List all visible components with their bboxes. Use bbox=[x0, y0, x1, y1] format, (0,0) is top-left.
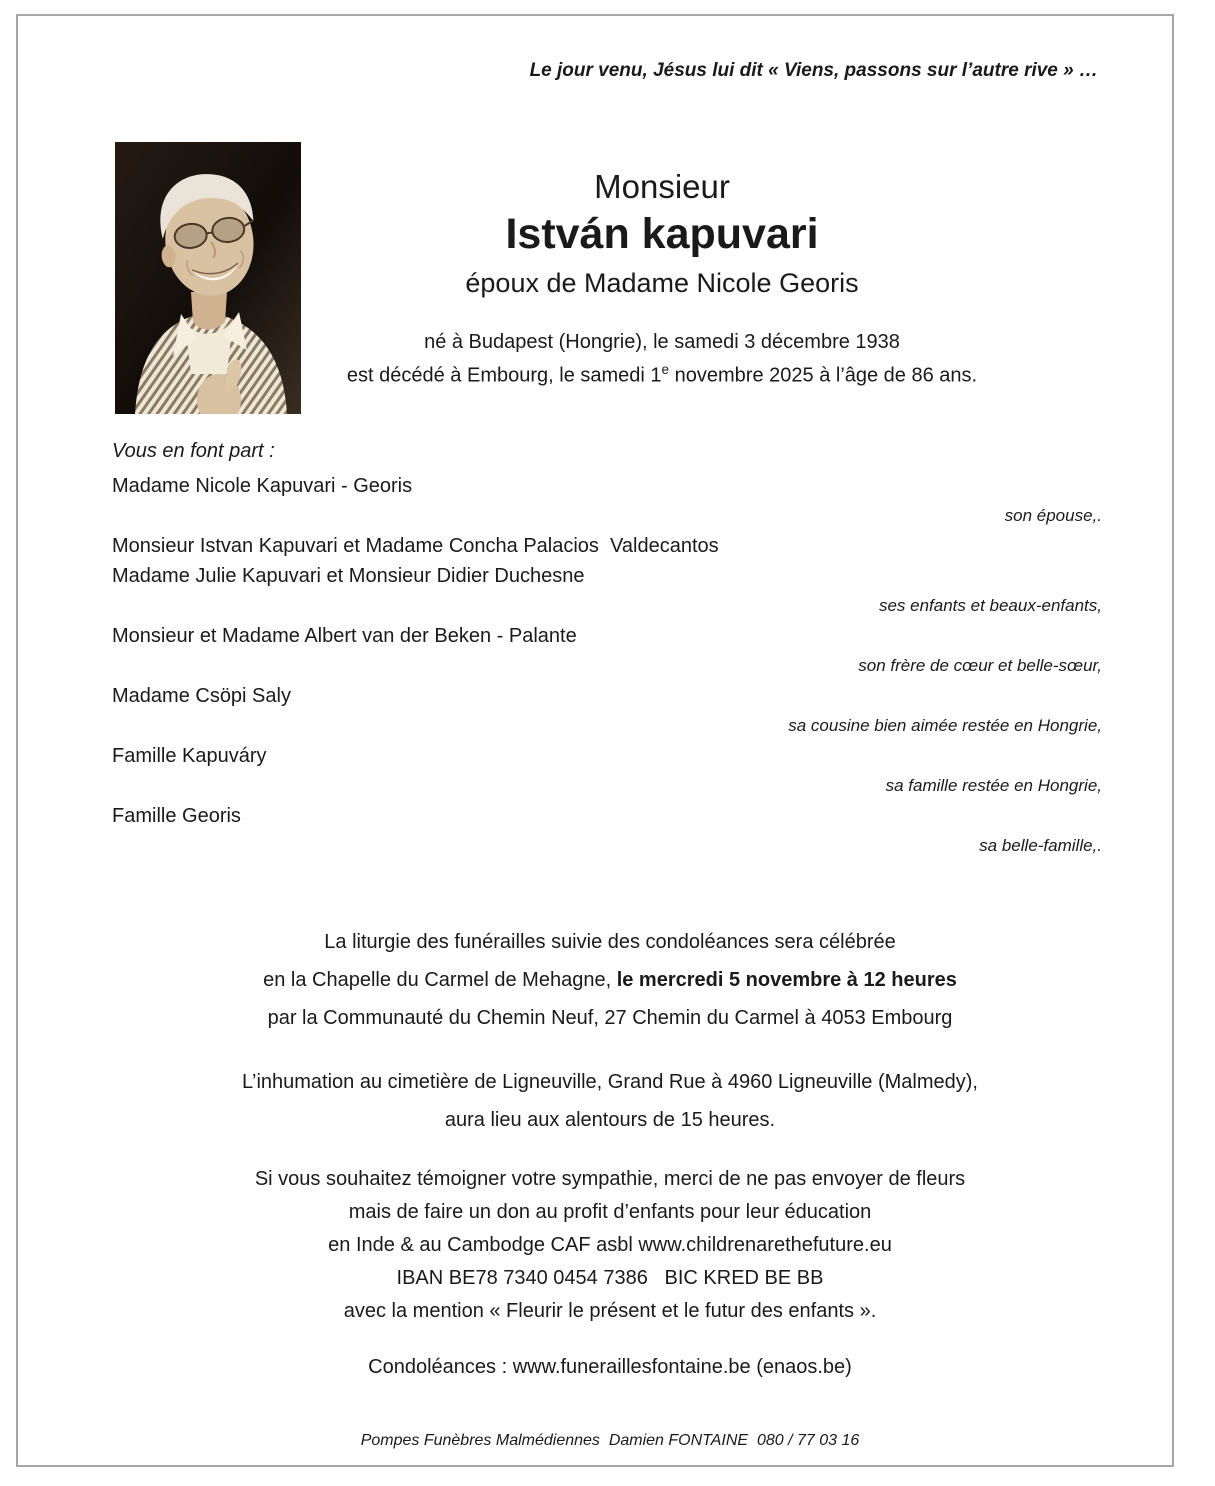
burial-line-2: aura lieu aux alentours de 15 heures. bbox=[444, 1109, 776, 1131]
burial-section bbox=[18, 1063, 1172, 1139]
donation-line-3: en Inde & au Cambodge CAF asbl www.childrenarethefuture.eu bbox=[328, 1234, 892, 1256]
death-line-post: novembre 2025 à l’âge de 86 ans. bbox=[669, 364, 978, 387]
family-name-line: Famille Kapuváry bbox=[112, 745, 267, 767]
ceremony-line-2 bbox=[48, 961, 1172, 999]
family-entries bbox=[18, 471, 1172, 861]
relation-line: son frère de cœur et belle-sœur, bbox=[858, 656, 1102, 675]
birth-line: né à Budapest (Hongrie), le samedi 3 décembre 1938 bbox=[424, 330, 900, 353]
family-name-line: Madame Csöpi Saly bbox=[112, 685, 291, 707]
donation-line-2: mais de faire un don au profit d’enfants pour leur éducation bbox=[348, 1201, 872, 1223]
condolences-line: Condoléances : www.funeraillesfontaine.be (enaos.be) bbox=[368, 1356, 852, 1378]
deceased-title: Monsieur bbox=[594, 168, 730, 205]
deceased-name: István kapuvari bbox=[505, 209, 819, 258]
header-section bbox=[18, 142, 1172, 414]
ceremony-date-time: le mercredi 5 novembre à 12 heures bbox=[616, 969, 957, 991]
donation-iban-line: IBAN BE78 7340 0454 7386 BIC KRED BE BB bbox=[396, 1267, 824, 1289]
spouse-line: époux de Madame Nicole Georis bbox=[465, 268, 859, 299]
death-line-pre: est décédé à Embourg, le samedi 1 bbox=[346, 364, 662, 387]
page-border-frame bbox=[16, 14, 1174, 1467]
portrait-photo bbox=[115, 142, 301, 414]
relation-line: sa belle-famille,. bbox=[979, 836, 1102, 855]
family-name-line: Famille Georis bbox=[112, 805, 241, 827]
funeral-home-footer: Pompes Funèbres Malmédiennes Damien FONTAINE 080 / 77 03 16 bbox=[360, 1432, 860, 1449]
death-line-ordinal: e bbox=[661, 361, 670, 377]
relation-line: ses enfants et beaux-enfants, bbox=[878, 596, 1102, 615]
donation-section bbox=[18, 1163, 1172, 1328]
burial-line-1: L’inhumation au cimetière de Ligneuville, Grand Rue à 4960 Ligneuville (Malmedy), bbox=[242, 1071, 978, 1093]
relation-line: son épouse,. bbox=[1004, 506, 1102, 525]
deceased-identity-block bbox=[337, 142, 987, 387]
donation-mention-line: avec la mention « Fleurir le présent et le futur des enfants ». bbox=[343, 1300, 877, 1322]
family-name-line: Monsieur Istvan Kapuvari et Madame Concha Palacios Valdecantos bbox=[112, 535, 719, 557]
family-name-line: Madame Julie Kapuvari et Monsieur Didier Duchesne bbox=[112, 565, 585, 587]
announcement-intro: Vous en font part : bbox=[112, 440, 275, 462]
relation-line: sa famille restée en Hongrie, bbox=[885, 776, 1102, 795]
death-line bbox=[337, 362, 987, 388]
scripture-quote: Le jour venu, Jésus lui dit « Viens, passons sur l’autre rive » … bbox=[529, 60, 1098, 81]
ceremony-line-2-normal: en la Chapelle du Carmel de Mehagne, bbox=[263, 969, 617, 991]
portrait-photo-illustration bbox=[115, 142, 301, 414]
ceremony-line-3: par la Communauté du Chemin Neuf, 27 Chemin du Carmel à 4053 Embourg bbox=[267, 1007, 953, 1029]
donation-line-1: Si vous souhaitez témoigner votre sympathie, merci de ne pas envoyer de fleurs bbox=[254, 1168, 966, 1190]
ceremony-line-1: La liturgie des funérailles suivie des condoléances sera célébrée bbox=[324, 931, 896, 953]
family-name-line: Madame Nicole Kapuvari - Georis bbox=[112, 475, 413, 497]
ceremony-section bbox=[18, 923, 1172, 1037]
family-name-line: Monsieur et Madame Albert van der Beken - Palante bbox=[112, 625, 577, 647]
relation-line: sa cousine bien aimée restée en Hongrie, bbox=[788, 716, 1102, 735]
